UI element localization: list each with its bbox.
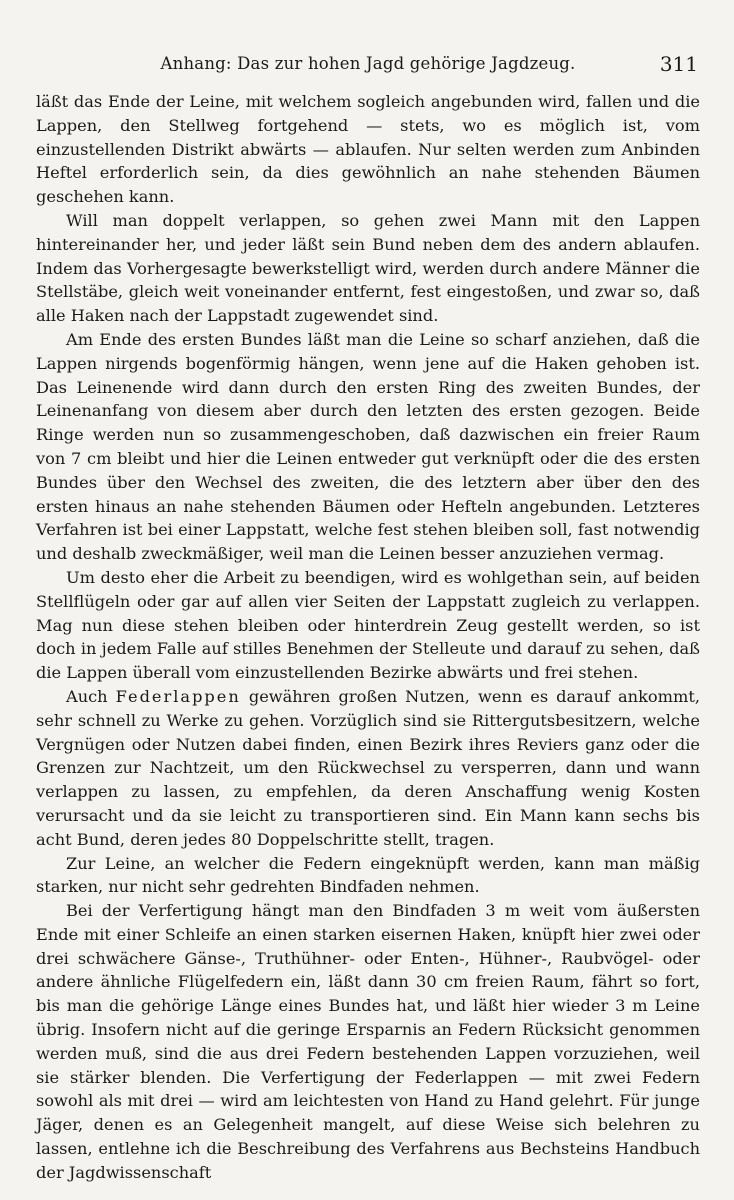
paragraph-rest: gewähren großen Nutzen, wenn es darauf ankommt, sehr schnell zu Werke zu gehen. Vorzüglich sind sie Rittergutsbesitzern, welche Vergnügen oder Nutzen dabei finden, einen Bezirk ihres Reviers ganz oder die Grenzen zur Nachtzeit, um den Rückwechsel zu versperren, dann und wann verlappen zu lassen, zu empfehlen, da deren Anschaffung wenig Kosten verursacht und da sie leicht zu transportieren sind. Ein Mann kann sechs bis acht Bund, deren jedes 80 Doppelschritte stellt, tragen.: [36, 686, 700, 849]
page-number: 311: [659, 52, 698, 76]
paragraph: Bei der Verfertigung hängt man den Bindfaden 3 m weit vom äußersten Ende mit einer Schleife an einen starken eisernen Haken, knüpft hier zwei oder drei schwächere Gänse-, Truthühner- oder Enten-, Hühner-, Raubvögel- oder andere ähnliche Flügelfedern ein, läßt dann 30 cm freien Raum, fährt so fort, bis man die gehörige Länge eines Bundes hat, und läßt hier wieder 3 m Leine übrig. Insofern nicht auf die geringe Ersparnis an Federn Rücksicht genommen werden muß, sind die aus drei Federn bestehenden Lappen vorzuziehen, weil sie stärker blenden. Die Verfertigung der Federlappen — mit zwei Federn sowohl als mit drei — wird am leichtesten von Hand zu Hand gelehrt. Für junge Jäger, denen es an Gelegenheit mangelt, auf diese Weise sich belehren zu lassen, entlehne ich die Beschreibung des Verfahrens aus Bechsteins Handbuch der Jagdwissenschaft: [36, 901, 700, 1182]
paragraph: Zur Leine, an welcher die Federn eingeknüpft werden, kann man mäßig starken, nur nicht sehr gedrehten Bindfaden nehmen.: [36, 853, 700, 897]
body-text: [36, 90, 700, 1185]
paragraph: [36, 685, 700, 852]
paragraph-lead: Auch: [66, 686, 108, 706]
paragraph: läßt das Ende der Leine, mit welchem sogleich angebunden wird, fallen und die Lappen, den Stellweg fortgehend — stets, wo es möglich ist, vom einzustellenden Distrikt abwärts — ablaufen. Nur selten werden zum Anbinden Heftel erforderlich sein, da dies gewöhnlich an nahe stehenden Bäumen geschehen kann.: [36, 92, 700, 207]
paragraph: Am Ende des ersten Bundes läßt man die Leine so scharf anziehen, daß die Lappen nirgends bogenförmig hängen, wenn jene auf die Haken gehoben ist. Das Leinenende wird dann durch den ersten Ring des zweiten Bundes, der Leinenanfang von diesem aber durch den letzten des ersten gezogen. Beide Ringe werden nun so zusammengeschoben, daß dazwischen ein freier Raum von 7 cm bleibt und hier die Leinen entweder gut verknüpft oder die des ersten Bundes über den Wechsel des zweiten, die des letztern aber über den des ersten hinaus an nahe stehenden Bäumen oder Hefteln angebunden. Letzteres Verfahren ist bei einer Lappstatt, welche fest stehen bleiben soll, fast notwendig und deshalb zweckmäßiger, weil man die Leinen besser anzuziehen vermag.: [36, 329, 700, 564]
page-header: [36, 46, 700, 90]
paragraph: Um desto eher die Arbeit zu beendigen, wird es wohlgethan sein, auf beiden Stellflügeln oder gar auf allen vier Seiten der Lappstatt zugleich zu verlappen. Mag nun diese stehen bleiben oder hinterdrein Zeug gestellt werden, so ist doch in jedem Falle auf stilles Benehmen der Stelleute und darauf zu sehen, daß die Lappen überall vom einzustellenden Bezirke abwärts und frei stehen.: [36, 567, 700, 683]
running-title: Anhang: Das zur hohen Jagd gehörige Jagdzeug.: [160, 54, 576, 73]
spaced-term: Federlappen: [115, 686, 241, 706]
paragraph: Will man doppelt verlappen, so gehen zwei Mann mit den Lappen hintereinander her, und jeder läßt sein Bund neben dem des andern ablaufen. Indem das Vorhergesagte bewerkstelligt wird, werden durch andere Männer die Stellstäbe, gleich weit voneinander entfernt, fest eingestoßen, und zwar so, daß alle Haken nach der Lappstadt zugewendet sind.: [36, 210, 700, 326]
